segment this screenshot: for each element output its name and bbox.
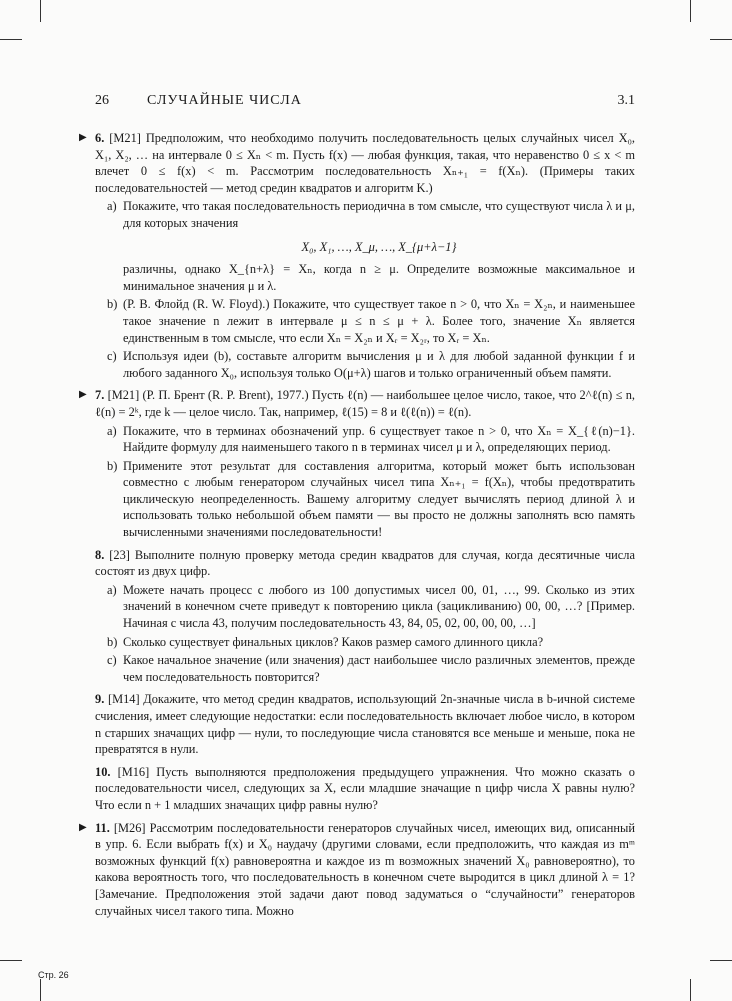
crop-mark [710,960,732,961]
exercise-9 [95,691,635,757]
subitem-text: Используя идеи (b), составьте алгоритм вычисления μ и λ для любой заданной функции f и любого заданного X₀, используя только O(μ+λ) шагов и только ограниченный объем памяти. [123,349,635,380]
exercise-number: 9. [95,692,105,707]
exercise-text: [23] Выполните полную проверку метода средин квадратов для случая, когда десятичные числа состоят из двух цифр. [95,547,635,579]
subitem-label: a) [107,582,117,597]
subitem-text: Покажите, что в терминах обозначений упр. 6 существует такое n > 0, что Xₙ = X_{ℓ(n)−1}. Найдите формулу для наименьшего такого n в терминах чисел μ и λ, определяющих период. [123,423,635,455]
running-header [95,93,635,115]
subitem-text-continued: различны, однако X_{n+λ} = Xₙ, когда n ≥ μ. Определите возможные максимальное и минимальное значения μ и λ. [123,262,635,293]
exercise-number: 10. [95,764,111,779]
subitem-label: b) [107,297,118,312]
exercise-8 [95,547,635,686]
important-marker-icon: ▶ [79,132,87,143]
exercise-text: [M26] Рассмотрим последовательности генераторов случайных чисел, имеющих вид, описанный в упр. 6. Если выбрать f(x) и X₀ наудачу (другими словами, если предположить, что каждая из mᵐ возможных функций f(x) равновероятна и каждое из m возможных значений X₀ равновероятно), то какова вероятность того, что последовательность в конечном счете выродится в цикл длиной λ = 1? [Замечание. Предположения этой задачи дают повод задуматься о “случайности” генераторов случайных чисел такого типа. Можно [95,820,635,918]
subitem-text: Можете начать процесс с любого из 100 допустимых чисел 00, 01, …, 99. Сколько из этих значений в конечном счете приведут к повторению цикла (зацикливанию) 00, 00, …? [Пример. Начиная с числа 43, получим последовательность 43, 84, 05, 02, 00, 00, 00, …] [123,582,635,631]
subitem-label: c) [107,349,117,364]
section-number: 3.1 [617,93,635,108]
subitem [95,296,635,346]
important-marker-icon: ▶ [79,821,87,833]
exercise-text: [M21] Предположим, что необходимо получить последовательность целых случайных чисел X₀, X₁, X₂, … на интервале 0 ≤ Xₙ < m. Пусть f(x) — любая функция, такая, что неравенство 0 ≤ x < m влечет 0 ≤ f(x) < m. Рассмотрим последовательность Xₙ₊₁ = f(Xₙ). (Примеры таких последовательностей — метод средин квадратов и алгоритм K.) [95,131,635,195]
subitem-label: a) [107,423,117,438]
book-page [79,93,635,925]
exercise-10 [95,764,635,814]
exercises [79,130,635,919]
exercise-number: 8. [95,547,105,562]
exercise-6 [79,130,635,381]
page-footer-label: Стр. 26 [38,970,69,980]
subitem-text: (Р. В. Флойд (R. W. Floyd).) Покажите, что существует такое n > 0, что Xₙ = X₂ₙ, и наименьшее такое значение n лежит в интервале μ ≤ n ≤ μ + λ. Более того, значение Xₙ является единственным в том смысле, что если Xₙ = X₂ₙ и Xᵣ = X₂ᵣ, то Xᵣ = Xₙ. [123,297,635,345]
exercise-number: 7. [95,388,105,403]
crop-mark [40,979,41,1001]
subitem-label: a) [107,199,117,214]
exercise-7 [79,387,635,540]
crop-mark [0,960,22,961]
subitem-text: Покажите, что такая последовательность периодична в том смысле, что существуют числа λ и μ, для которых значения [123,199,635,230]
subitem-label: b) [107,458,118,473]
crop-mark [690,979,691,1001]
exercise-text: [M14] Докажите, что метод средин квадратов, использующий 2n-значные числа в b-ичной системе счисления, имеет следующие недостатки: если последовательность включает любое число, в котором n старших значащих цифр — нули, то последующие числа становятся все меньше и меньше, пока не превратятся в нули. [95,692,635,757]
subitem [95,348,635,381]
crop-mark [40,0,41,22]
display-formula: X₀, X₁, …, X_μ, …, X_{μ+λ−1} [301,239,457,254]
page-number: 26 [95,93,109,108]
subitem-label: c) [107,653,117,668]
crop-mark [0,39,22,40]
subitem-text: Сколько существует финальных циклов? Каков размер самого длинного цикла? [123,634,544,649]
subitem-text: Примените этот результат для составления алгоритма, который может быть использован совместно с любым генератором случайных чисел типа Xₙ₊₁ = f(Xₙ), чтобы предотвратить циклическую неопределенность. Вашему алгоритму следует вычислять период длиной λ и использовать только небольшой объем памяти — вы просто не должны заполнять всю память вычисленными значениями последовательности! [123,458,635,540]
subitem [95,652,635,685]
subitem [95,634,635,651]
subitem-label: b) [107,634,118,649]
important-marker-icon: ▶ [79,389,87,401]
chapter-title: СЛУЧАЙНЫЕ ЧИСЛА [147,93,302,108]
crop-mark [710,39,732,40]
crop-mark [690,0,691,22]
exercise-text: [M21] (Р. П. Брент (R. P. Brent), 1977.) Пусть ℓ(n) — наибольшее целое число, такое, что 2^ℓ(n) ≤ n, ℓ(n) = 2ᵏ, где k — целое число. Так, например, ℓ(15) = 8 и ℓ(ℓ(n)) = ℓ(n). [95,388,635,419]
exercise-number: 11. [95,820,110,835]
subitem [95,458,635,541]
subitem [95,198,635,294]
subitem [95,423,635,456]
subitem [95,582,635,632]
subitem-text: Какое начальное значение (или значения) даст наибольшее число различных элементов, прежде чем последовательность повторится? [123,653,635,684]
exercise-11 [79,820,635,920]
exercise-text: [M16] Пусть выполняются предположения предыдущего упражнения. Что можно сказать о последовательности чисел, следующих за X, если младшие значащие n цифр числа X равны нулю? Что если n + 1 младших значащих цифр равны нулю? [95,764,635,812]
exercise-number: 6. [95,131,105,145]
